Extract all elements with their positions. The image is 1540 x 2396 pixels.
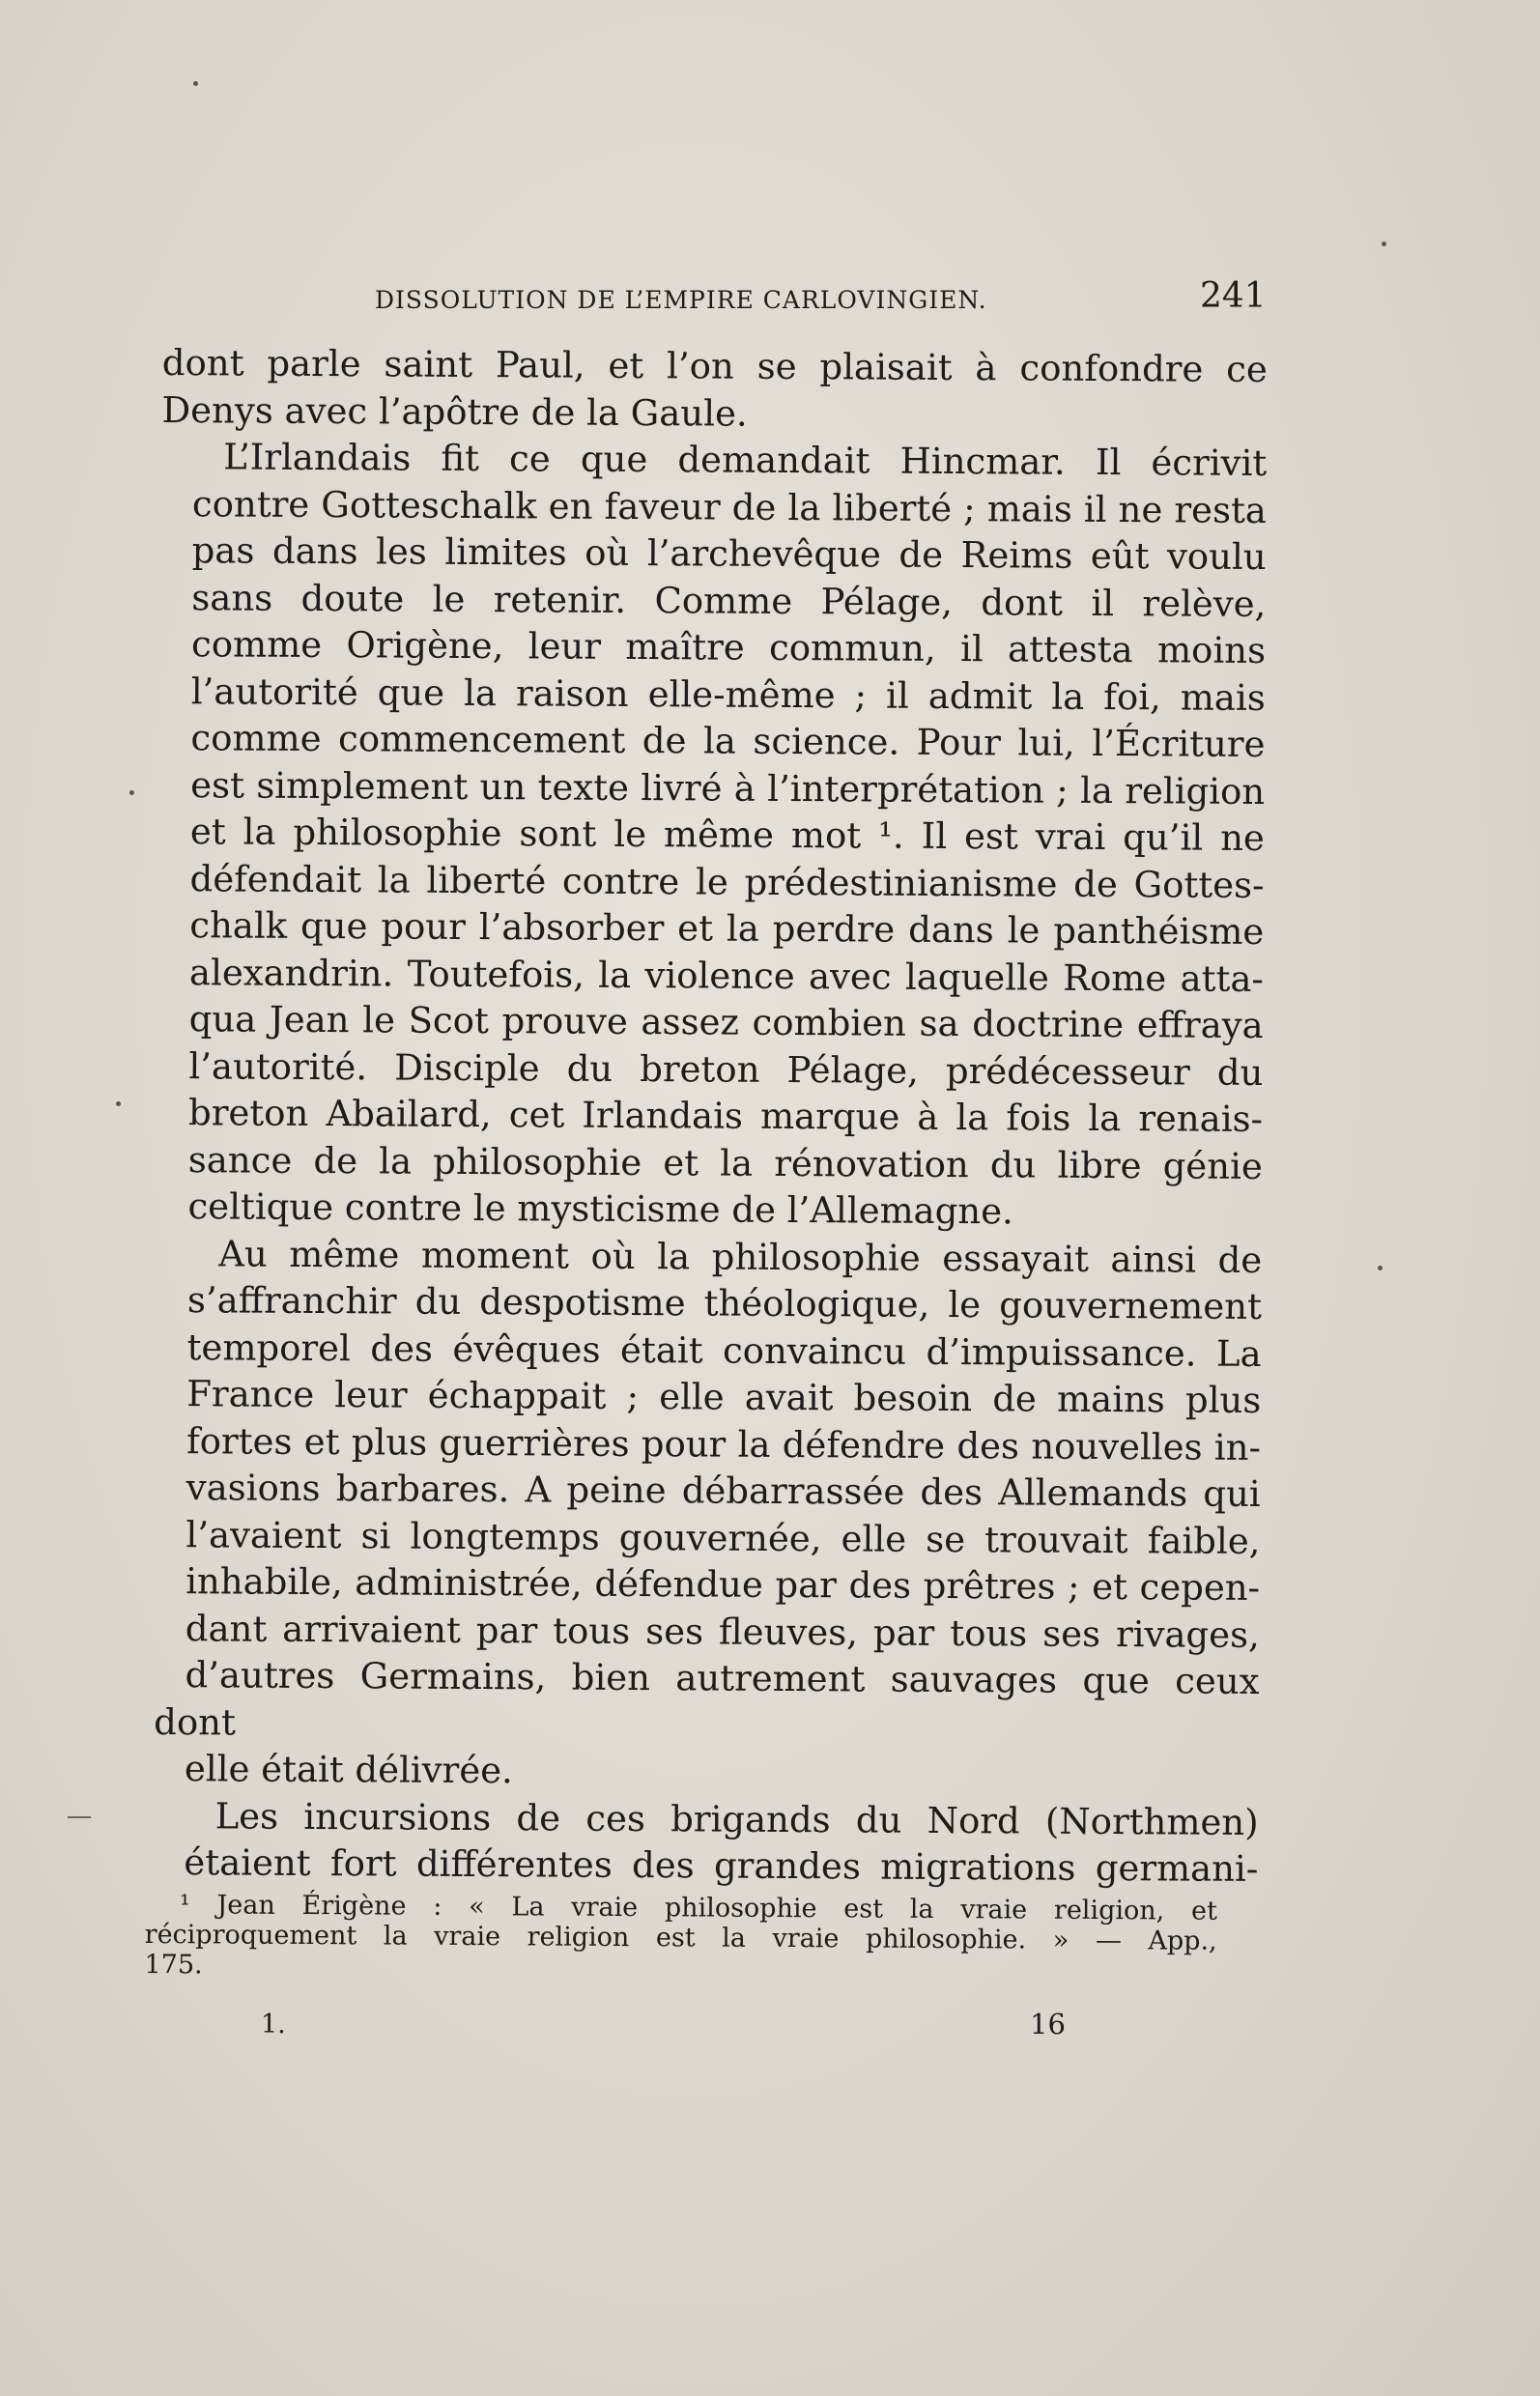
text-line: s’affranchir du despotisme théologique, le gouvernement <box>186 1279 1263 1327</box>
running-head: DISSOLUTION DE L’EMPIRE CARLOVINGIEN. <box>375 286 987 314</box>
footnote-line: 175. <box>144 1949 203 1981</box>
paper-speck <box>129 790 134 795</box>
text-line: temporel des évêques était convaincu d’impuissance. La <box>186 1326 1262 1375</box>
text-line: sans doute le retenir. Comme Pélage, dont il relève, <box>191 576 1267 625</box>
text-line: Au même moment où la philosophie essayait ainsi de <box>218 1232 1263 1281</box>
text-line: dant arrivaient par tous ses fleuves, par tous ses rivages, <box>185 1607 1260 1656</box>
paper-speck <box>116 1101 121 1106</box>
margin-mark <box>68 1816 91 1818</box>
text-line: d’autres Germains, bien autrement sauvages que ceux dont <box>154 1654 1260 1743</box>
text-line: pas dans les limites où l’archevêque de Reims eût voulu <box>191 529 1267 578</box>
paper-speck <box>1382 242 1386 246</box>
text-line: fortes et plus guerrières pour la défendre des nouvelles in- <box>185 1419 1262 1469</box>
text-line: elle était délivrée. <box>184 1748 513 1792</box>
text-line: l’autorité. Disciple du breton Pélage, prédécesseur du <box>188 1044 1264 1094</box>
text-line: dont parle saint Paul, et l’on se plaisait à confondre ce <box>161 341 1268 390</box>
paragraph <box>161 340 1268 441</box>
text-line: contre Gotteschalk en faveur de la liberté ; mais il ne resta <box>191 482 1268 531</box>
paragraph <box>154 1230 1263 1799</box>
text-line: L’Irlandais fit ce que demandait Hincmar. Il écrivit <box>223 436 1268 484</box>
page-number: 241 <box>1200 276 1267 316</box>
text-line: défendait la liberté contre le prédestinianisme de Gottes- <box>189 857 1265 906</box>
text-line: alexandrin. Toutefois, la violence avec laquelle Rome atta- <box>188 951 1265 1000</box>
text-line: étaient fort différentes des grandes migrations germani- <box>184 1841 1259 1890</box>
text-line: qua Jean le Scot prouve assez combien sa doctrine effraya <box>188 998 1264 1046</box>
text-line: breton Abailard, cet Irlandais marque à la fois la renais- <box>187 1092 1264 1140</box>
paper-speck <box>1378 1266 1383 1270</box>
footnote-line: réciproquement la vraie religion est la vraie philosophie. » — App., <box>144 1919 1217 1956</box>
text-line: comme Origène, leur maître commun, il attesta moins <box>190 623 1267 671</box>
footnote <box>144 1890 1217 1986</box>
text-line: et la philosophie sont le même mot ¹. Il est vrai qu’il ne <box>189 811 1266 859</box>
paragraph <box>153 1792 1259 1893</box>
signature-number: 16 <box>1030 2008 1066 2040</box>
text-line: France leur échappait ; elle avait besoin de mains plus <box>186 1373 1262 1421</box>
text-line: celtique contre le mysticisme de l’Allemagne. <box>187 1185 1014 1233</box>
text-line: l’autorité que la raison elle-même ; il admit la foi, mais <box>190 670 1266 719</box>
paper-speck <box>193 81 198 86</box>
footnote-line: ¹ Jean Érigène : « La vraie philosophie est la vraie religion, et <box>179 1890 1217 1926</box>
text-line: comme commencement de la science. Pour lui, l’Écriture <box>190 717 1266 765</box>
body-text <box>153 340 1268 1893</box>
text-line: Denys avec l’apôtre de la Gaule. <box>161 388 748 435</box>
text-line: est simplement un texte livré à l’interprétation ; la religion <box>190 763 1266 813</box>
text-line: sance de la philosophie et la rénovation du libre génie <box>187 1138 1263 1187</box>
signature-mark: 1. <box>261 2010 286 2039</box>
text-line: Les incursions de ces brigands du Nord (Northmen) <box>214 1794 1259 1843</box>
text-line: l’avaient si longtemps gouvernée, elle se trouvait faible, <box>185 1513 1261 1562</box>
text-line: inhabile, administrée, défendue par des prêtres ; et cepen- <box>185 1560 1261 1609</box>
paragraph <box>157 434 1267 1237</box>
text-line: chalk que pour l’absorber et la perdre dans le panthéisme <box>189 904 1265 953</box>
text-line: vasions barbares. A peine débarrassée des Allemands qui <box>185 1467 1261 1515</box>
